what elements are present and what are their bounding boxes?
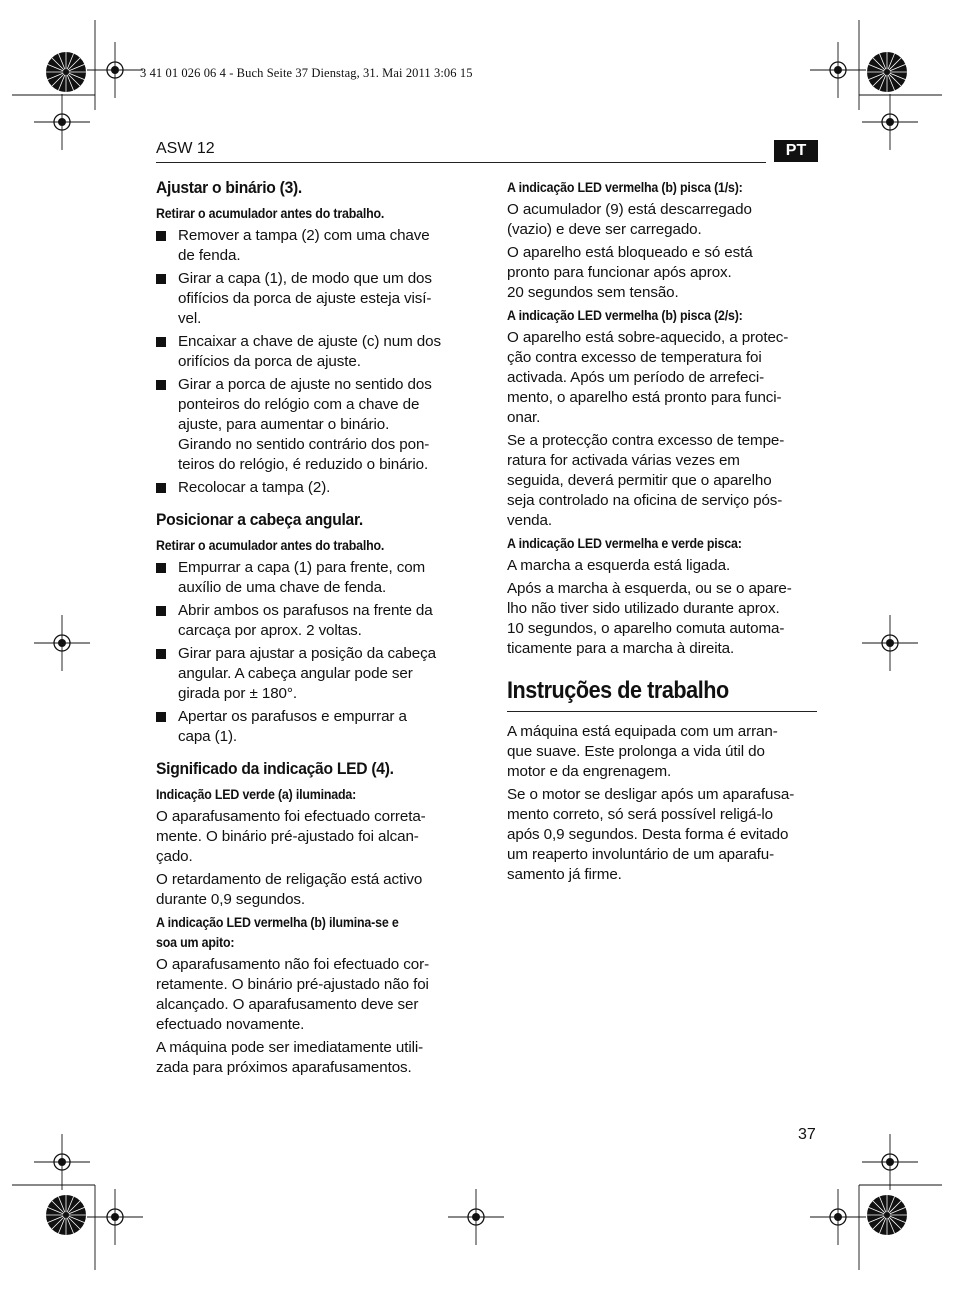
section-angle-head <box>156 510 468 747</box>
section-subtitle: A indicação LED vermelha (b) pisca (2/s): <box>507 308 743 323</box>
list-item: Girar a porca de ajuste no sentido dos ponteiros do relógio com a chave de ajuste, para aumentar o binário. Girando no sentido contrário dos pon- teiros do relógio, é reduzido o binário. <box>156 375 468 475</box>
right-column <box>507 178 819 888</box>
paragraph: A marcha a esquerda está ligada. <box>507 557 731 574</box>
square-bullet-icon <box>156 337 166 347</box>
left-column <box>156 178 468 1090</box>
square-bullet-icon <box>156 483 166 493</box>
step-list <box>156 226 468 498</box>
section-subtitle: Retirar o acumulador antes do trabalho. <box>156 206 385 221</box>
square-bullet-icon <box>156 606 166 616</box>
section-title: Significado da indicação LED (4). <box>156 759 394 778</box>
language-badge: PT <box>774 140 818 162</box>
paragraph: O aparafusamento foi efectuado correta- mente. O binário pré-ajustado foi alcan- çado. <box>156 808 426 865</box>
paragraph: O aparelho está sobre-aquecido, a protec- ção contra excesso de temperatura foi activada. Após um período de arrefeci- mento, o aparelho está pronto para funci- onar. <box>507 329 789 426</box>
section-subtitle: A indicação LED vermelha (b) pisca (1/s): <box>507 180 743 195</box>
paragraph: O aparelho está bloqueado e só está pronto para funcionar após aprox. 20 segundos sem tensão. <box>507 244 753 301</box>
section-subtitle: Retirar o acumulador antes do trabalho. <box>156 538 385 553</box>
paragraph: O aparafusamento não foi efectuado cor- retamente. O binário pré-ajustado não foi alcançado. O aparafusamento deve ser efectuado novamente. <box>156 956 430 1033</box>
header-title: ASW 12 <box>156 140 215 157</box>
square-bullet-icon <box>156 712 166 722</box>
section-title: Ajustar o binário (3). <box>156 178 303 197</box>
square-bullet-icon <box>156 274 166 284</box>
header-rule <box>156 162 766 163</box>
list-item: Girar a capa (1), de modo que um dos ofifícios da porca de ajuste esteja visí- vel. <box>156 269 468 329</box>
paragraph: Após a marcha à esquerda, ou se o apare- lho não tiver sido utilizado durante aprox. 10 segundos, o aparelho comuta automa- ticamente para a marcha à direita. <box>507 580 792 657</box>
print-info: 3 41 01 026 06 4 - Buch Seite 37 Dienstag, 31. Mai 2011 3:06 15 <box>140 66 473 80</box>
section-title: Posicionar a cabeça angular. <box>156 510 363 529</box>
heading-rule <box>507 711 817 712</box>
section-subtitle: A indicação LED vermelha e verde pisca: <box>507 536 742 551</box>
work-instructions-heading: Instruções de trabalho <box>507 677 729 704</box>
square-bullet-icon <box>156 563 166 573</box>
list-item: Girar para ajustar a posição da cabeça angular. A cabeça angular pode ser girada por ± 180°. <box>156 644 468 704</box>
square-bullet-icon <box>156 649 166 659</box>
page-number: 37 <box>798 1126 816 1143</box>
paragraph: O retardamento de religação está activo durante 0,9 segundos. <box>156 871 423 908</box>
section-torque <box>156 178 468 498</box>
list-item: Remover a tampa (2) com uma chave de fenda. <box>156 226 468 266</box>
list-item: Encaixar a chave de ajuste (c) num dos orifícios da porca de ajuste. <box>156 332 468 372</box>
square-bullet-icon <box>156 380 166 390</box>
section-subtitle: Indicação LED verde (a) iluminada: <box>156 787 357 802</box>
page-header <box>156 138 818 164</box>
list-item: Apertar os parafusos e empurrar a capa (1). <box>156 707 468 747</box>
section-led-meaning <box>156 759 468 1078</box>
section-subtitle: A indicação LED vermelha (b) ilumina-se e soa um apito: <box>156 915 399 950</box>
square-bullet-icon <box>156 231 166 241</box>
paragraph: Se o motor se desligar após um aparafusa- mento correto, só será possível religá-lo após 0,9 segundos. Desta forma é evitado um reaperto involuntário de um aparafu- samento já firme. <box>507 786 795 883</box>
list-item: Empurrar a capa (1) para frente, com auxílio de uma chave de fenda. <box>156 558 468 598</box>
step-list <box>156 558 468 747</box>
paragraph: A máquina está equipada com um arran- que suave. Este prolonga a vida útil do motor e da engrenagem. <box>507 723 778 780</box>
paragraph: Se a protecção contra excesso de tempe- ratura for activada várias vezes em seguida, deverá permitir que o aparelho seja controlado na oficina de serviço pós- venda. <box>507 432 785 529</box>
paragraph: O acumulador (9) está descarregado (vazio) e deve ser carregado. <box>507 201 752 238</box>
paragraph: A máquina pode ser imediatamente utili- zada para próximos aparafusamentos. <box>156 1039 424 1076</box>
list-item: Recolocar a tampa (2). <box>156 478 468 498</box>
list-item: Abrir ambos os parafusos na frente da carcaça por aprox. 2 voltas. <box>156 601 468 641</box>
